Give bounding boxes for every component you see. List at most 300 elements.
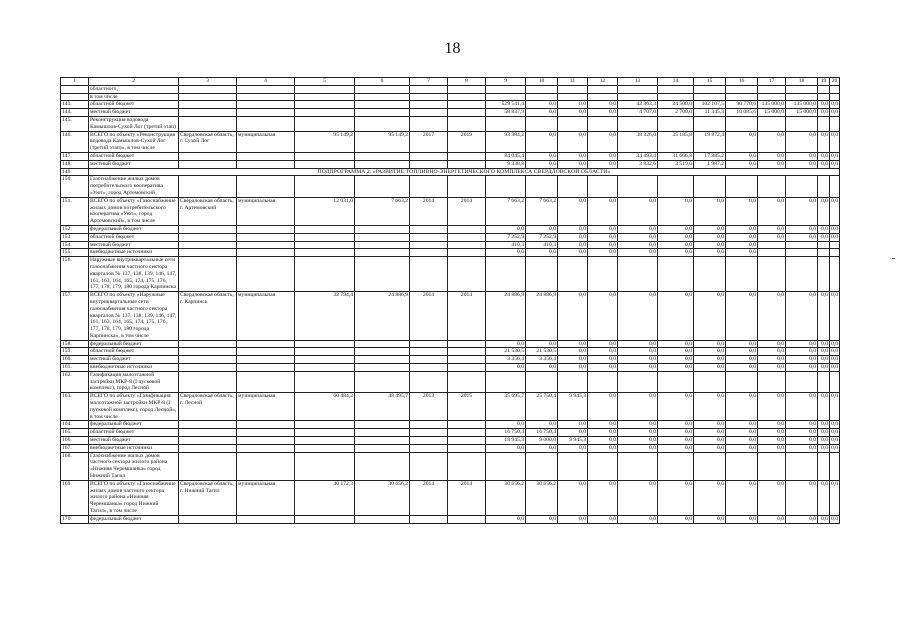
header-cell: 6 <box>355 78 410 86</box>
row-number: 149. <box>61 168 89 176</box>
value-cell: 0,0 <box>818 233 830 241</box>
year-cell <box>448 444 486 452</box>
value-cell: 9 338,8 <box>486 160 526 168</box>
value-cell: 0,0 <box>486 249 526 257</box>
value-cell <box>355 371 410 392</box>
value-cell <box>295 176 355 197</box>
value-cell: 9 945,3 <box>558 437 588 445</box>
table-row <box>61 131 840 152</box>
value-cell: 0,0 <box>758 356 786 364</box>
value-cell: 0,0 <box>694 233 726 241</box>
value-cell <box>355 421 410 429</box>
value-cell: 0,0 <box>831 233 838 240</box>
ownership-cell: муниципальная <box>237 393 295 421</box>
value-cell: 0,0 <box>758 348 786 356</box>
value-cell: 0,0 <box>786 197 818 225</box>
value-cell: 0,0 <box>486 364 526 372</box>
year-cell <box>448 371 486 392</box>
value-cell: 0,0 <box>758 152 786 160</box>
value-cell: 0,0 <box>818 292 830 341</box>
value-cell: 0,0 <box>831 152 838 159</box>
value-cell <box>355 93 410 101</box>
value-cell <box>486 371 526 392</box>
value-cell: 0,0 <box>830 393 840 421</box>
value-cell <box>355 241 410 249</box>
value-cell <box>726 452 758 480</box>
value-cell <box>295 109 355 117</box>
year-cell <box>410 421 448 429</box>
value-cell: 2 700,0 <box>658 109 694 117</box>
value-cell <box>558 93 588 101</box>
value-cell <box>295 241 355 249</box>
item-name: в том числе <box>89 93 179 101</box>
year-cell <box>448 101 486 109</box>
value-cell <box>355 116 410 131</box>
value-cell: 0,0 <box>618 340 658 348</box>
value-cell: 12 031,0 <box>295 197 355 225</box>
value-cell: 0,0 <box>818 348 830 356</box>
table-row <box>61 116 840 131</box>
value-cell: 0,0 <box>758 429 786 437</box>
value-cell <box>758 116 786 131</box>
value-cell: 30 656,2 <box>355 480 410 515</box>
row-number <box>61 85 89 93</box>
item-name: внебюджетные источники <box>89 364 179 372</box>
item-name: внебюджетные источники <box>89 249 179 257</box>
value-cell: 0,0 <box>726 437 758 445</box>
value-cell <box>726 257 758 292</box>
value-cell <box>486 116 526 131</box>
value-cell <box>558 85 588 93</box>
item-name: областной бюджет <box>89 152 179 160</box>
table-row <box>61 233 840 241</box>
item-name: местный бюджет <box>89 160 179 168</box>
value-cell: 0,0 <box>694 356 726 364</box>
value-cell: 0,0 <box>588 515 618 523</box>
value-cell: 0,0 <box>786 393 818 421</box>
value-cell: 0,0 <box>726 515 758 523</box>
value-cell: 0,0 <box>558 515 588 523</box>
value-cell: 30 656,2 <box>526 480 558 515</box>
year-cell <box>410 116 448 131</box>
year-cell <box>448 452 486 480</box>
value-cell <box>830 85 840 93</box>
location-cell: Свердловская область, г. Артемовский <box>179 197 237 225</box>
value-cell: 0,0 <box>658 421 694 429</box>
value-cell <box>830 452 840 480</box>
value-cell: 0,0 <box>758 364 786 372</box>
value-cell: 0,0 <box>558 109 588 117</box>
value-cell: 0,0 <box>618 480 658 515</box>
value-cell <box>588 257 618 292</box>
value-cell <box>295 429 355 437</box>
value-cell: 0,0 <box>831 444 838 451</box>
value-cell <box>658 85 694 93</box>
value-cell: 0,0 <box>818 152 830 160</box>
value-cell: 0,0 <box>658 429 694 437</box>
row-number: 153. <box>61 233 89 241</box>
location-cell <box>179 356 237 364</box>
value-cell <box>558 176 588 197</box>
value-cell: 0,0 <box>818 160 830 168</box>
value-cell: 18 945,3 <box>486 437 526 445</box>
value-cell: 0,0 <box>588 429 618 437</box>
value-cell: 0,0 <box>526 444 558 452</box>
ownership-cell <box>237 101 295 109</box>
value-cell: 0,0 <box>658 292 694 341</box>
value-cell: 0,0 <box>618 429 658 437</box>
location-cell <box>179 249 237 257</box>
value-cell: 0,0 <box>758 421 786 429</box>
value-cell: 0,0 <box>726 348 758 356</box>
value-cell <box>758 249 786 257</box>
value-cell: 95 149,2 <box>355 131 410 152</box>
value-cell: 0,0 <box>818 109 830 117</box>
value-cell <box>786 257 818 292</box>
year-cell: 2014 <box>410 292 448 341</box>
value-cell: 0,0 <box>618 444 658 452</box>
item-name: ВСЕГО по объекту «Газификация малоэтажной застройки МКР-8 (I пусковой комплекс), город Лесной», в том числе <box>89 393 179 421</box>
table-row <box>61 109 840 117</box>
value-cell: 3 356,4 <box>486 356 526 364</box>
value-cell: 0,0 <box>618 515 658 523</box>
value-cell: 0,0 <box>618 225 658 233</box>
value-cell: 0,0 <box>588 225 618 233</box>
year-cell <box>448 109 486 117</box>
header-cell: 11 <box>558 78 588 86</box>
value-cell: 0,0 <box>526 340 558 348</box>
value-cell: 0,0 <box>786 348 818 356</box>
value-cell <box>355 429 410 437</box>
item-name: областного, <box>89 85 179 93</box>
value-cell: 0,0 <box>786 356 818 364</box>
value-cell: 0,0 <box>818 225 830 233</box>
value-cell: 0,0 <box>786 160 818 168</box>
header-cell: 5 <box>295 78 355 86</box>
ownership-cell <box>237 109 295 117</box>
table-row <box>61 515 840 523</box>
year-cell <box>448 233 486 241</box>
value-cell: 0,0 <box>818 364 830 372</box>
value-cell: 0,0 <box>726 225 758 233</box>
value-cell <box>818 85 830 93</box>
table-row <box>61 241 840 249</box>
value-cell: 0,0 <box>818 515 830 523</box>
value-cell: 24 886,9 <box>526 292 558 341</box>
value-cell: 0,0 <box>618 348 658 356</box>
year-cell <box>410 233 448 241</box>
value-cell <box>830 241 840 249</box>
value-cell: 0,0 <box>658 197 694 225</box>
value-cell: 9 945,3 <box>558 393 588 421</box>
value-cell: 0,0 <box>786 364 818 372</box>
value-cell <box>295 249 355 257</box>
ownership-cell <box>237 444 295 452</box>
value-cell: 0,0 <box>818 437 830 445</box>
value-cell <box>818 93 830 101</box>
value-cell: 0,0 <box>786 421 818 429</box>
row-number: 168. <box>61 452 89 480</box>
year-cell: 2013 <box>410 393 448 421</box>
value-cell: 0,0 <box>558 480 588 515</box>
value-cell: 0,0 <box>726 421 758 429</box>
ownership-cell <box>237 160 295 168</box>
value-cell: 410,3 <box>486 241 526 249</box>
row-number <box>61 93 89 101</box>
year-cell: 2014 <box>410 197 448 225</box>
value-cell <box>558 371 588 392</box>
value-cell: 7 663,2 <box>355 197 410 225</box>
value-cell: 21 530,5 <box>526 348 558 356</box>
value-cell <box>295 340 355 348</box>
ownership-cell <box>237 348 295 356</box>
value-cell: 0,0 <box>526 109 558 117</box>
value-cell: 0,0 <box>831 421 838 428</box>
value-cell <box>658 176 694 197</box>
year-cell <box>410 241 448 249</box>
item-name: Реконструкция водовода Камышлов-Сухой Лог (третий этап) <box>89 116 179 131</box>
value-cell: 0,0 <box>818 421 830 429</box>
value-cell: 0,0 <box>588 233 618 241</box>
location-cell <box>179 437 237 445</box>
row-number: 156. <box>61 257 89 292</box>
table-row <box>61 292 840 341</box>
value-cell: 0,0 <box>831 364 838 371</box>
value-cell: 60 484,2 <box>295 393 355 421</box>
value-cell: 0,0 <box>658 340 694 348</box>
value-cell: 15 000,0 <box>758 109 786 117</box>
value-cell: 35 695,7 <box>486 393 526 421</box>
value-cell: 135 000,0 <box>786 101 818 109</box>
value-cell: 0,0 <box>726 292 758 341</box>
value-cell: 0,0 <box>618 241 658 249</box>
value-cell <box>355 249 410 257</box>
table-row <box>61 176 840 197</box>
value-cell: 0,0 <box>558 249 588 257</box>
value-cell <box>658 452 694 480</box>
value-cell: 0,0 <box>758 233 786 241</box>
value-cell <box>295 93 355 101</box>
year-cell <box>448 429 486 437</box>
location-cell: Свердловская область, г. Карпинск <box>179 292 237 341</box>
value-cell: 7 663,2 <box>526 197 558 225</box>
row-number: 154. <box>61 241 89 249</box>
value-cell <box>558 116 588 131</box>
value-cell: 0,0 <box>558 225 588 233</box>
value-cell: 0,0 <box>726 393 758 421</box>
year-cell: 2014 <box>448 292 486 341</box>
table-row <box>61 480 840 515</box>
page-number: 18 <box>444 40 461 57</box>
value-cell <box>355 340 410 348</box>
ownership-cell <box>237 364 295 372</box>
value-cell: 0,0 <box>558 340 588 348</box>
value-cell: 0,0 <box>694 437 726 445</box>
table-row <box>61 364 840 372</box>
value-cell: 0,0 <box>818 480 830 515</box>
value-cell <box>694 257 726 292</box>
value-cell: 31 666,8 <box>658 152 694 160</box>
row-number: 152. <box>61 225 89 233</box>
margin-mark <box>892 258 895 259</box>
value-cell: 0,0 <box>831 340 838 347</box>
value-cell <box>526 371 558 392</box>
value-cell: 0,0 <box>526 101 558 109</box>
year-cell <box>448 515 486 523</box>
header-cell: 3 <box>179 78 237 86</box>
subprogram-row <box>61 168 840 176</box>
value-cell: 0,0 <box>526 160 558 168</box>
value-cell: 410,3 <box>526 241 558 249</box>
row-number: 143. <box>61 101 89 109</box>
row-number: 170. <box>61 515 89 523</box>
ownership-cell: муниципальная <box>237 292 295 341</box>
value-cell: 0,0 <box>830 292 840 341</box>
table-row <box>61 257 840 292</box>
value-cell <box>758 85 786 93</box>
year-cell <box>448 225 486 233</box>
row-number: 148. <box>61 160 89 168</box>
year-cell: 2014 <box>410 480 448 515</box>
value-cell: 0,0 <box>658 241 694 249</box>
item-name: федеральный бюджет <box>89 515 179 523</box>
row-number: 158. <box>61 340 89 348</box>
item-name: местный бюджет <box>89 356 179 364</box>
value-cell: 3 519,0 <box>658 160 694 168</box>
value-cell: 135 000,0 <box>758 101 786 109</box>
value-cell: 0,0 <box>526 515 558 523</box>
value-cell: 0,0 <box>818 131 830 152</box>
item-name: Газоснабжение жилых домов потребительского кооператива «Уют», город Артемовский <box>89 176 179 197</box>
row-number: 164. <box>61 421 89 429</box>
year-cell <box>410 437 448 445</box>
value-cell <box>295 452 355 480</box>
value-cell: 1 987,2 <box>694 160 726 168</box>
year-cell <box>410 93 448 101</box>
year-cell <box>448 348 486 356</box>
ownership-cell: муниципальная <box>237 480 295 515</box>
location-cell <box>179 364 237 372</box>
location-cell <box>179 116 237 131</box>
value-cell: 0,0 <box>831 101 838 108</box>
ownership-cell <box>237 437 295 445</box>
value-cell <box>295 371 355 392</box>
year-cell <box>410 249 448 257</box>
item-name: внебюджетные источники <box>89 444 179 452</box>
location-cell <box>179 257 237 292</box>
value-cell <box>818 176 830 197</box>
value-cell: 0,0 <box>694 249 726 257</box>
location-cell <box>179 93 237 101</box>
value-cell <box>830 116 840 131</box>
value-cell: 0,0 <box>694 364 726 372</box>
value-cell: 0,0 <box>588 421 618 429</box>
year-cell <box>410 444 448 452</box>
value-cell: 16 750,4 <box>526 429 558 437</box>
value-cell <box>786 241 818 249</box>
year-cell: 2017 <box>410 131 448 152</box>
ownership-cell: муниципальная <box>237 197 295 225</box>
value-cell: 0,0 <box>786 340 818 348</box>
value-cell <box>818 241 830 249</box>
value-cell: 0,0 <box>830 197 840 225</box>
value-cell: 0,0 <box>786 429 818 437</box>
value-cell <box>588 452 618 480</box>
ownership-cell <box>237 257 295 292</box>
value-cell <box>588 93 618 101</box>
value-cell: 0,0 <box>558 364 588 372</box>
header-cell: 13 <box>618 78 658 86</box>
value-cell <box>295 348 355 356</box>
value-cell <box>355 257 410 292</box>
row-number: 159. <box>61 348 89 356</box>
value-cell: 7 252,9 <box>486 233 526 241</box>
location-cell: Свердловская область, г. Сухой Лог <box>179 131 237 152</box>
year-cell: 2019 <box>448 131 486 152</box>
table-row <box>61 437 840 445</box>
item-name: областной бюджет <box>89 429 179 437</box>
value-cell: 0,0 <box>786 233 818 241</box>
ownership-cell <box>237 249 295 257</box>
year-cell <box>410 101 448 109</box>
value-cell: 0,0 <box>486 225 526 233</box>
value-cell <box>758 371 786 392</box>
location-cell <box>179 225 237 233</box>
value-cell <box>758 452 786 480</box>
item-name: Газоснабжение жилых домов частного сектора жилого района «Нижняя Черемшанка» город Нижний Тагил <box>89 452 179 480</box>
year-cell <box>410 515 448 523</box>
row-number: 163. <box>61 393 89 421</box>
value-cell <box>588 116 618 131</box>
value-cell <box>295 160 355 168</box>
value-cell <box>818 371 830 392</box>
year-cell <box>410 452 448 480</box>
ownership-cell <box>237 241 295 249</box>
value-cell: 0,0 <box>618 356 658 364</box>
value-cell <box>295 85 355 93</box>
value-cell: 4 707,0 <box>618 109 658 117</box>
value-cell: 0,0 <box>588 393 618 421</box>
table-row <box>61 429 840 437</box>
value-cell <box>818 257 830 292</box>
row-number: 147. <box>61 152 89 160</box>
item-name: федеральный бюджет <box>89 225 179 233</box>
value-cell: 34 493,4 <box>618 152 658 160</box>
value-cell: 35 185,8 <box>658 131 694 152</box>
row-number: 146. <box>61 131 89 152</box>
value-cell <box>486 452 526 480</box>
value-cell: 0,0 <box>694 340 726 348</box>
value-cell: 0,0 <box>818 393 830 421</box>
value-cell: 0,0 <box>558 160 588 168</box>
value-cell: 0,0 <box>558 197 588 225</box>
year-cell <box>448 356 486 364</box>
item-name: местный бюджет <box>89 437 179 445</box>
value-cell: 0,0 <box>818 197 830 225</box>
year-cell <box>410 257 448 292</box>
value-cell: 0,0 <box>831 437 838 444</box>
year-cell <box>448 152 486 160</box>
year-cell <box>448 421 486 429</box>
value-cell: 0,0 <box>588 197 618 225</box>
value-cell: 24 500,0 <box>658 101 694 109</box>
value-cell: 0,0 <box>588 131 618 152</box>
value-cell: 0,0 <box>588 480 618 515</box>
header-cell: 15 <box>694 78 726 86</box>
year-cell: 2014 <box>448 480 486 515</box>
value-cell <box>618 116 658 131</box>
value-cell: 0,0 <box>658 249 694 257</box>
